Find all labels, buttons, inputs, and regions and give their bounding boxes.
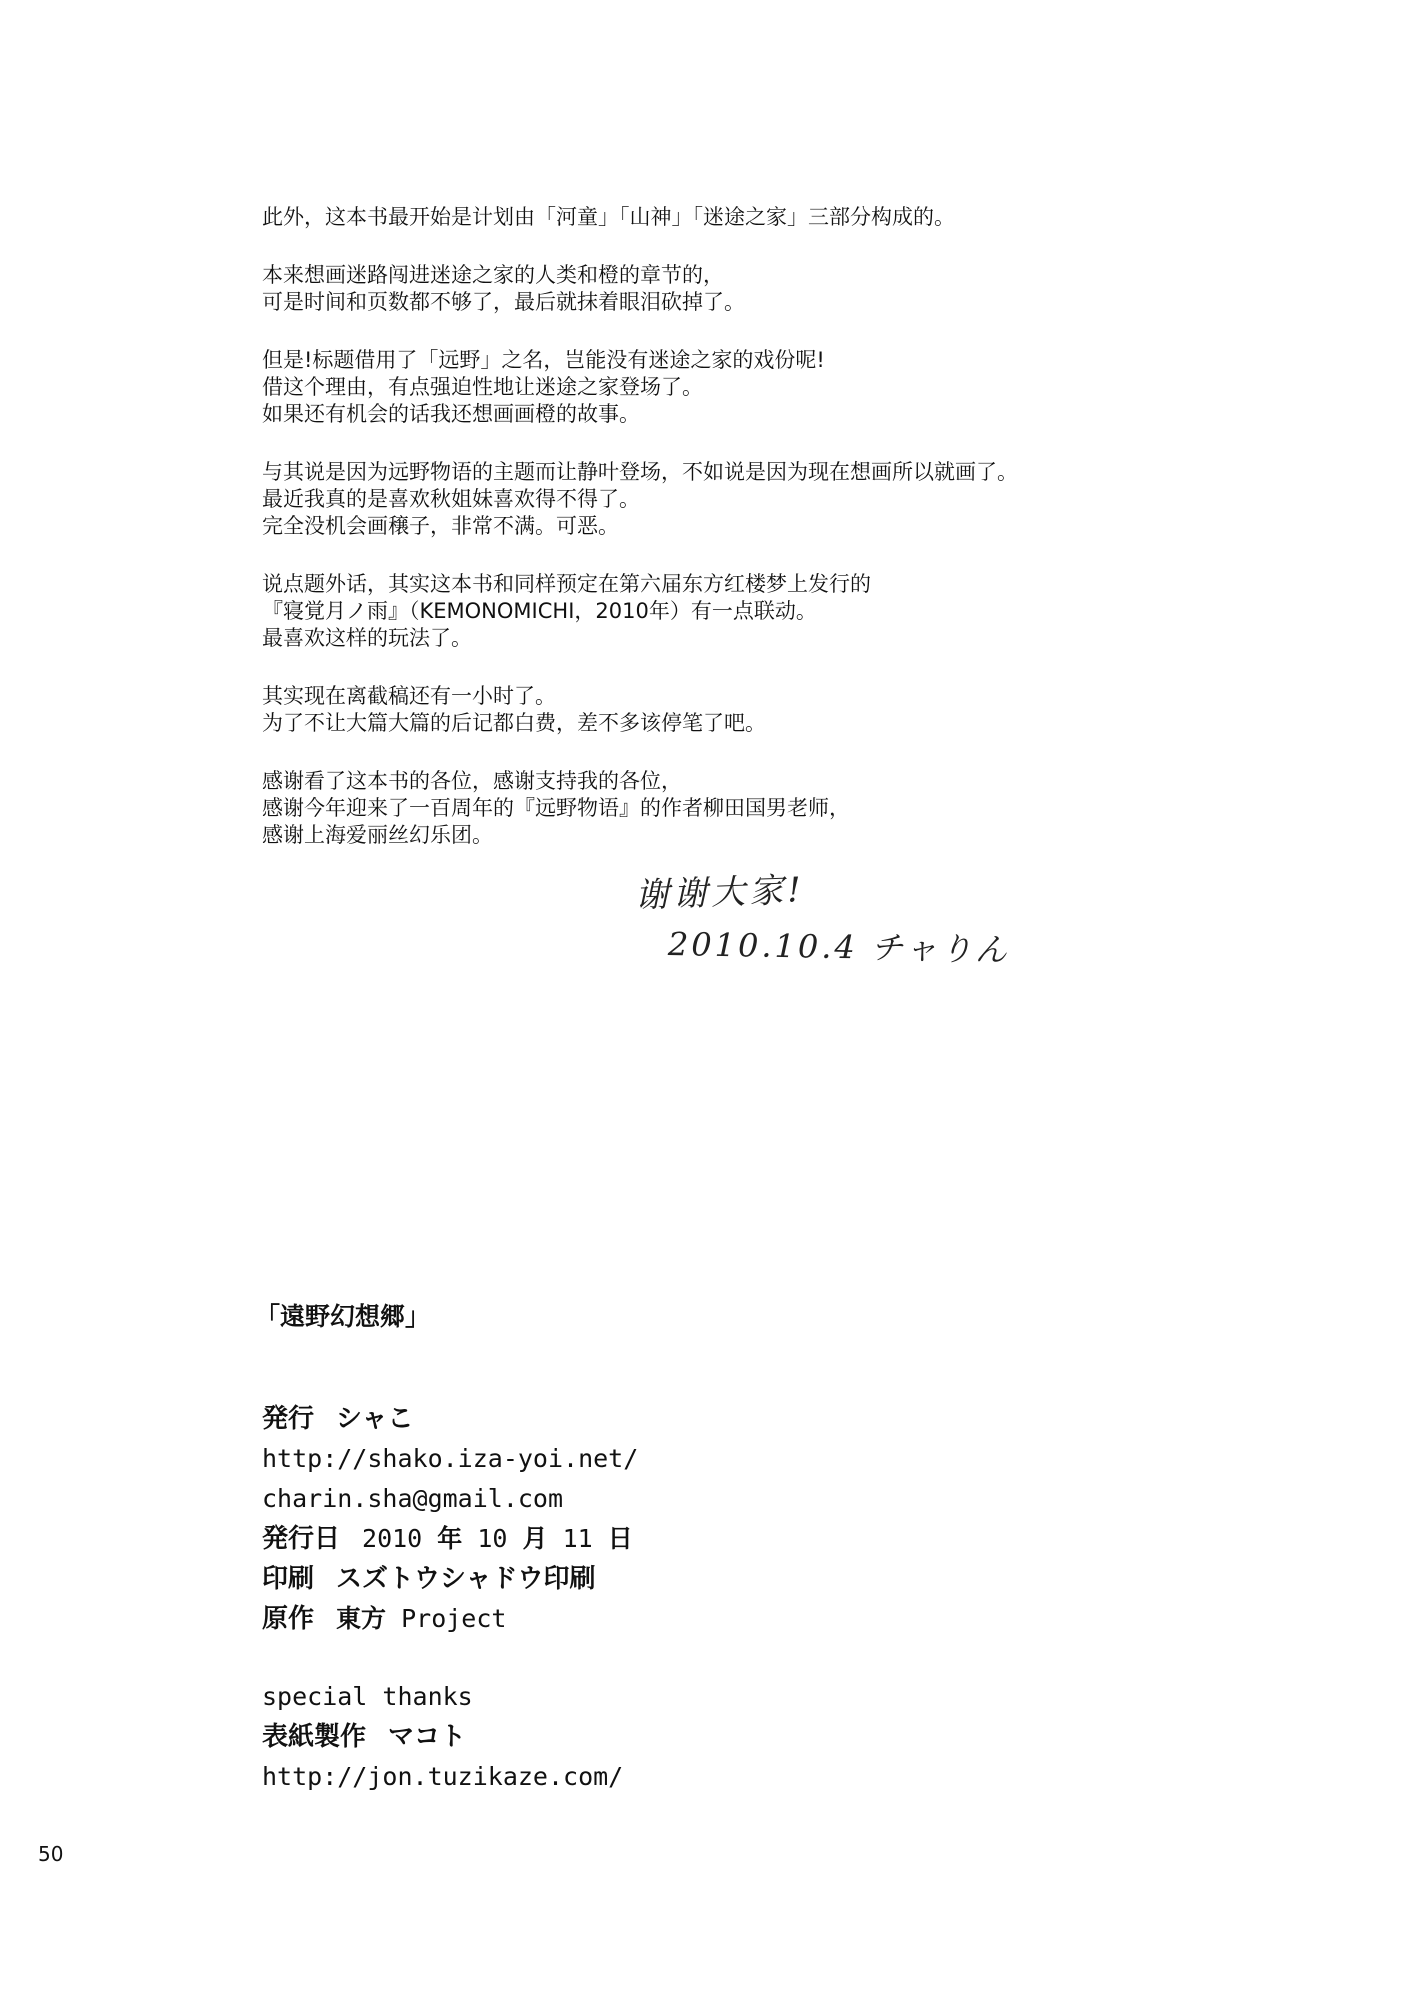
paragraph-thanks (262, 768, 1162, 849)
date-month-unit: 月 (522, 1524, 548, 1553)
original-row (262, 1599, 1062, 1639)
handwritten-date-signature: 2010.10.4 チャりん (667, 925, 1011, 969)
publisher-url[interactable]: http://shako.iza-yoi.net/ (262, 1444, 639, 1473)
special-thanks: special thanks (262, 1682, 473, 1711)
cover-artist: マコト (388, 1722, 467, 1752)
afterword (262, 204, 1162, 880)
text-line: 可是时间和页数都不够了，最后就抹着眼泪砍掉了。 (262, 290, 745, 314)
paragraph-deadline (262, 683, 1162, 737)
cover-row (262, 1717, 1062, 1757)
date-label: 発行日 (262, 1524, 341, 1554)
original-work-en: Project (401, 1604, 507, 1633)
date-month: 10 (477, 1524, 508, 1553)
paragraph-cut-chapter (262, 262, 1162, 316)
text-line: 感谢上海爱丽丝幻乐团。 (262, 823, 493, 847)
url-row (262, 1439, 1062, 1479)
text-line: 完全没机会画穣子，非常不满。可恶。 (262, 514, 619, 538)
paragraph-crossover (262, 571, 1162, 652)
publish-date (362, 1524, 633, 1553)
date-row (262, 1519, 1062, 1559)
publisher-row (262, 1399, 1062, 1439)
text-line: 感谢今年迎来了一百周年的『远野物语』的作者柳田国男老师， (262, 796, 850, 820)
cover-url-row (262, 1757, 1062, 1797)
original-label: 原作 (262, 1604, 315, 1634)
colophon (262, 1399, 1062, 1797)
date-year: 2010 (362, 1524, 423, 1553)
text-line: 『寝覚月ノ雨』（KEMONOMICHI，2010年）有一点联动。 (262, 599, 817, 623)
text-line: 最喜欢这样的玩法了。 (262, 626, 472, 650)
publisher-label: 発行 (262, 1404, 315, 1434)
text-line: 但是!标题借用了「远野」之名，岂能没有迷途之家的戏份呢! (262, 348, 825, 372)
date-day-unit: 日 (607, 1524, 633, 1553)
email-row (262, 1479, 1062, 1519)
date-year-unit: 年 (437, 1524, 463, 1553)
text-line: 与其说是因为远野物语的主题而让静叶登场，不如说是因为现在想画所以就画了。 (262, 460, 1018, 484)
handwritten-thanks: 谢谢大家! (634, 870, 806, 916)
printer-row (262, 1559, 1062, 1599)
publisher-email[interactable]: charin.sha@gmail.com (262, 1484, 564, 1513)
paragraph-mayohiga (262, 347, 1162, 428)
text-line: 说点题外话，其实这本书和同样预定在第六届东方红楼梦上发行的 (262, 572, 871, 596)
paragraph-shizuha (262, 459, 1162, 540)
text-line: 最近我真的是喜欢秋姐妹喜欢得不得了。 (262, 487, 640, 511)
text-line: 借这个理由，有点强迫性地让迷途之家登场了。 (262, 375, 703, 399)
text-line: 此外，这本书最开始是计划由「河童」「山神」「迷途之家」三部分构成的。 (262, 205, 955, 229)
paragraph-plan (262, 204, 1162, 231)
spacer (262, 1639, 1062, 1677)
original-work-jp: 東方 (336, 1604, 387, 1633)
date-day: 11 (562, 1524, 593, 1553)
text-line: 为了不让大篇大篇的后记都白费，差不多该停笔了吧。 (262, 711, 766, 735)
text-line: 感谢看了这本书的各位，感谢支持我的各位， (262, 769, 682, 793)
book-title: 「遠野幻想郷」 (255, 1302, 431, 1331)
text-line: 如果还有机会的话我还想画画橙的故事。 (262, 402, 640, 426)
text-line: 其实现在离截稿还有一小时了。 (262, 684, 556, 708)
publisher-name: シャこ (336, 1404, 414, 1434)
special-thanks-row (262, 1677, 1062, 1717)
cover-label: 表紙製作 (262, 1722, 367, 1752)
page-number: 50 (38, 1842, 64, 1866)
text-line: 本来想画迷路闯进迷途之家的人类和橙的章节的， (262, 263, 724, 287)
printer-name: スズトウシャドウ印刷 (336, 1564, 596, 1594)
original-work (336, 1604, 506, 1633)
cover-url[interactable]: http://jon.tuzikaze.com/ (262, 1762, 624, 1791)
print-label: 印刷 (262, 1564, 315, 1594)
